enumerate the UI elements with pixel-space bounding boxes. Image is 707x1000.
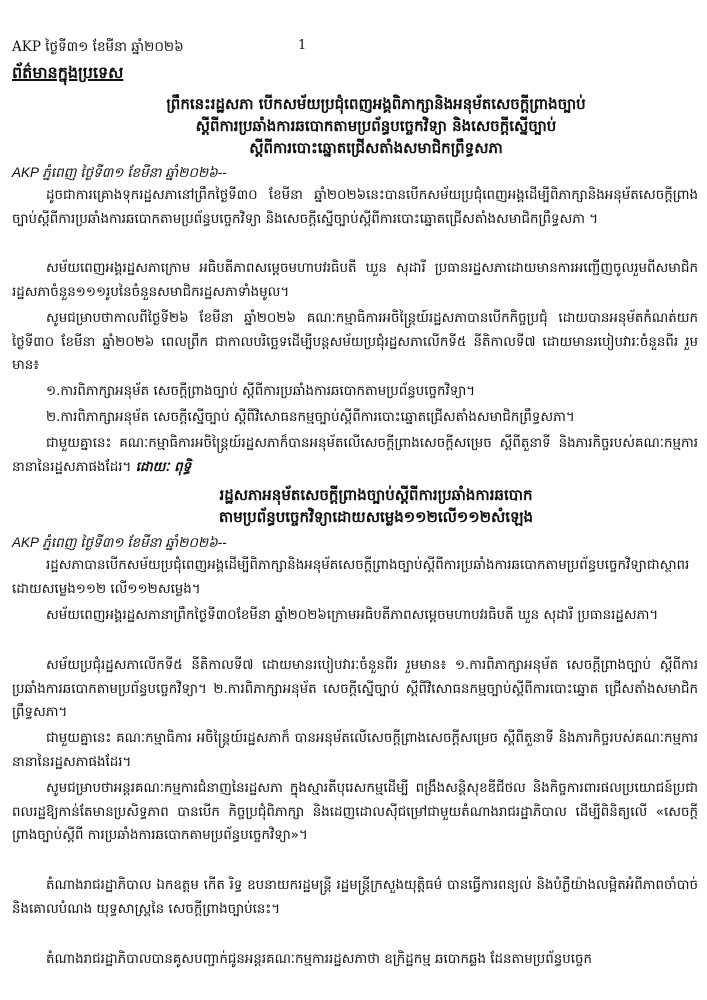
article1-paragraph-3: សូមជម្រាបថាកាលពីថ្ងៃទី២៦ ខែមីនា ឆ្នាំ២០២៦ គណៈកម្មាធិការអចិន្ត្រៃយ៍រដ្ឋសភាបានបើកកិច្ចប្រជុំ ដោយបានអនុម័តកំណត់យកថ្ងៃទី៣០ ខែមីនា ឆ្នាំ២០២៦ ពេលព្រឹក ជាកាលបរិច្ឆេទដើម្បីបន្តសម័យប្រជុំរដ្ឋសភាលើកទី៥ នីតិកាលទី៧ ដោយមានរបៀបវារៈចំនួនពីរ រួមមាន៖ [12,311,698,373]
article1-paragraph-6-text: ជាមួយគ្នានេះ គណៈកម្មាធិការអចិន្ត្រៃយ៍រដ្ឋសភាក៏បានអនុម័តលើសេចក្តីព្រាងសេចក្តីសម្រេច ស្តីពីតួនាទី និងភារកិច្ចរបស់គណៈកម្មការនានានៃរដ្ឋសភាផងដែរ។ [12,436,698,475]
page-number: 1 [298,38,307,53]
article2-headline-line1: រដ្ឋសភាអនុម័តសេចក្តីព្រាងច្បាប់ស្តីពីការប្រឆាំងការឆបោក [219,486,533,504]
article1-paragraph-2: សម័យពេញអង្គរដ្ឋសភាក្រោម អធិបតីភាពសម្តេចមហាបវរធិបតី ឃួន សុដារី ប្រធានរដ្ឋសភាដោយមានការអញ្ជើញចូលរួមពីសមាជិករដ្ឋសភាចំនួន១១១រូបនៃចំនួនសមាជិករដ្ឋសភាទាំងមូល។ [12,261,698,300]
article1-paragraph-4: ១.ការពិភាក្សាអនុម័ត សេចក្តីព្រាងច្បាប់ ស្តីពីការប្រឆាំងការឆបោកតាមប្រព័ន្ធបច្ចេកវិទ្យា។ [46,384,476,399]
article2-paragraph-5: សូមជម្រាបថាអន្តរគណៈកម្មការជំនាញនៃរដ្ឋសភា ក្នុងស្មារតីបុរេសកម្មដើម្បី ពង្រឹងសន្តិសុខឌីជីថល និងកិច្ចការពារផលប្រយោជន៍ប្រជាពលរដ្ឋឱ្យកាន់តែមានប្រសិទ្ធភាព បានបើក កិច្ចប្រជុំពិភាក្សា និងដេញដោលស៊ីជម្រៅជាមួយតំណាងរាជរដ្ឋាភិបាល ដើម្បីពិនិត្យលើ «សេចក្តីព្រាងច្បាប់ស្តីពី ការប្រឆាំងការឆបោកតាមប្រព័ន្ធបច្ចេកវិទ្យា»។ [12,781,698,843]
article2-paragraph-1: រដ្ឋសភាបានបើកសម័យប្រជុំពេញអង្គដើម្បីពិភាក្សានិងអនុម័តសេចក្តីព្រាងច្បាប់ស្តីពីការប្រឆាំងការឆបោកតាមប្រព័ន្ធបច្ចេកវិទ្យាជាស្ថាពរដោយសម្លេង១១២ លើ១១២សម្លេង។ [12,558,690,597]
article2-paragraph-6: តំណាងរាជរដ្ឋាភិបាល ឯកឧត្តម កើត រិទ្ធ ឧបនាយករដ្ឋមន្ត្រី រដ្ឋមន្ត្រីក្រសួងយុត្តិធម៌ បានធ្វើការពន្យល់ និងបំភ្លឺយ៉ាងលម្អិតអំពីភាពចាំបាច់ និងគោលបំណង យុទ្ធសាស្ត្រនៃ សេចក្តីព្រាងច្បាប់នេះ។ [12,878,698,917]
article2-dateline: AKP ភ្នំពេញ ថ្ងៃទី៣១ ខែមីនា ឆ្នាំ២០២៦-- [12,535,227,550]
article1-paragraph-6 [12,432,698,479]
article2-paragraph-3: សម័យប្រជុំរដ្ឋសភាលើកទី៥ នីតិកាលទី៧ ដោយមានរបៀបវារៈចំនួនពីរ រួមមាន៖ ១.ការពិភាក្សាអនុម័ត សេចក្តីព្រាងច្បាប់ ស្តីពីការប្រឆាំងការឆបោកតាមប្រព័ន្ធបច្ចេកវិទ្យា។ ២.ការពិភាក្សាអនុម័ត សេចក្តីស្នើច្បាប់ ស្តីពីវិសោធនកម្មច្បាប់ស្តីពីការបោះឆ្នោត ជ្រើសតាំងសមាជិកព្រឹទ្ធសភា។ [12,658,698,720]
article2-paragraph-2: សម័យពេញអង្គរដ្ឋសភានាព្រឹកថ្ងៃទី៣០ខែមីនា ឆ្នាំ២០២៦ក្រោមអធិបតីភាពសម្តេចមហាបវរធិបតី ឃួន សុដារី ប្រធានរដ្ឋសភា។ [46,608,659,623]
article1-headline-line2: ស្តីពីការប្រឆាំងការឆបោកតាមប្រព័ន្ធបច្ចេកវិទ្យា និងសេចក្តីស្នើច្បាប់ [195,117,557,135]
article1-byline: ដោយៈ ពុទ្ធិ [135,459,192,475]
article2-headline-line2: តាមប្រព័ន្ធបច្ចេកវិទ្យាដោយសម្លេង១១២លើ១១២សំឡេង [218,508,534,526]
article1-dateline: AKP ភ្នំពេញ ថ្ងៃទី៣១ ខែមីនា ឆ្នាំ២០២៦-- [12,165,227,180]
header-dateline: AKP ថ្ងៃទី៣១ ខែមីនា ឆ្នាំ២០២៦ [12,39,184,55]
article1-headline-line3: ស្តីពីការបោះឆ្នោតជ្រើសតាំងសមាជិកព្រឹទ្ធសភា [249,139,503,157]
article1-paragraph-1: ដូចជាការគ្រោងទុករដ្ឋសភានៅព្រឹកថ្ងៃទី៣០ ខែមីនា ឆ្នាំ២០២៦នេះបានបើកសម័យប្រជុំពេញអង្គដើម្បីពិភាក្សានិងអនុម័តសេចក្តីព្រាងច្បាប់ស្តីពីការប្រឆាំងការឆបោកតាមប្រព័ន្ធបច្ចេកវិទ្យា និងសេចក្តីស្នើច្បាប់ស្តីពីការបោះឆ្នោតជ្រើសតាំងសមាជិកព្រឹទ្ធសភា ។ [12,188,698,227]
article1-paragraph-5: ២.ការពិភាក្សាអនុម័ត សេចក្តីស្នើច្បាប់ ស្តីពីវិសោធនកម្មច្បាប់ស្តីពីការបោះឆ្នោតជ្រើសតាំងសមាជិកព្រឹទ្ធសភា។ [46,410,575,425]
article1-headline-line1: ព្រឹកនេះរដ្ឋសភា បើកសម័យប្រជុំពេញអង្គពិភាក្សានិងអនុម័តសេចក្តីព្រាងច្បាប់ [166,95,586,113]
section-title: ព័ត៌មានក្នុងប្រទេស [12,63,124,82]
article2-paragraph-4: ជាមួយគ្នានេះ គណៈកម្មាធិការ អចិន្ត្រៃយ៍រដ្ឋសភាក៏ បានអនុម័តលើសេចក្តីព្រាងសេចក្តីសម្រេច ស្តីពីតួនាទី និងភារកិច្ចរបស់គណៈកម្មការ នានានៃរដ្ឋសភាផងដែរ។ [12,731,698,770]
article2-paragraph-7: តំណាងរាជរដ្ឋាភិបាលបានគូសបញ្ជាក់ជូនអន្តរគណៈកម្មការរដ្ឋសភាថា ឧក្រិដ្ឋកម្ម ឆបោកឆ្លង ដែនតាមប្រព័ន្ធបច្ចេក [46,952,593,967]
